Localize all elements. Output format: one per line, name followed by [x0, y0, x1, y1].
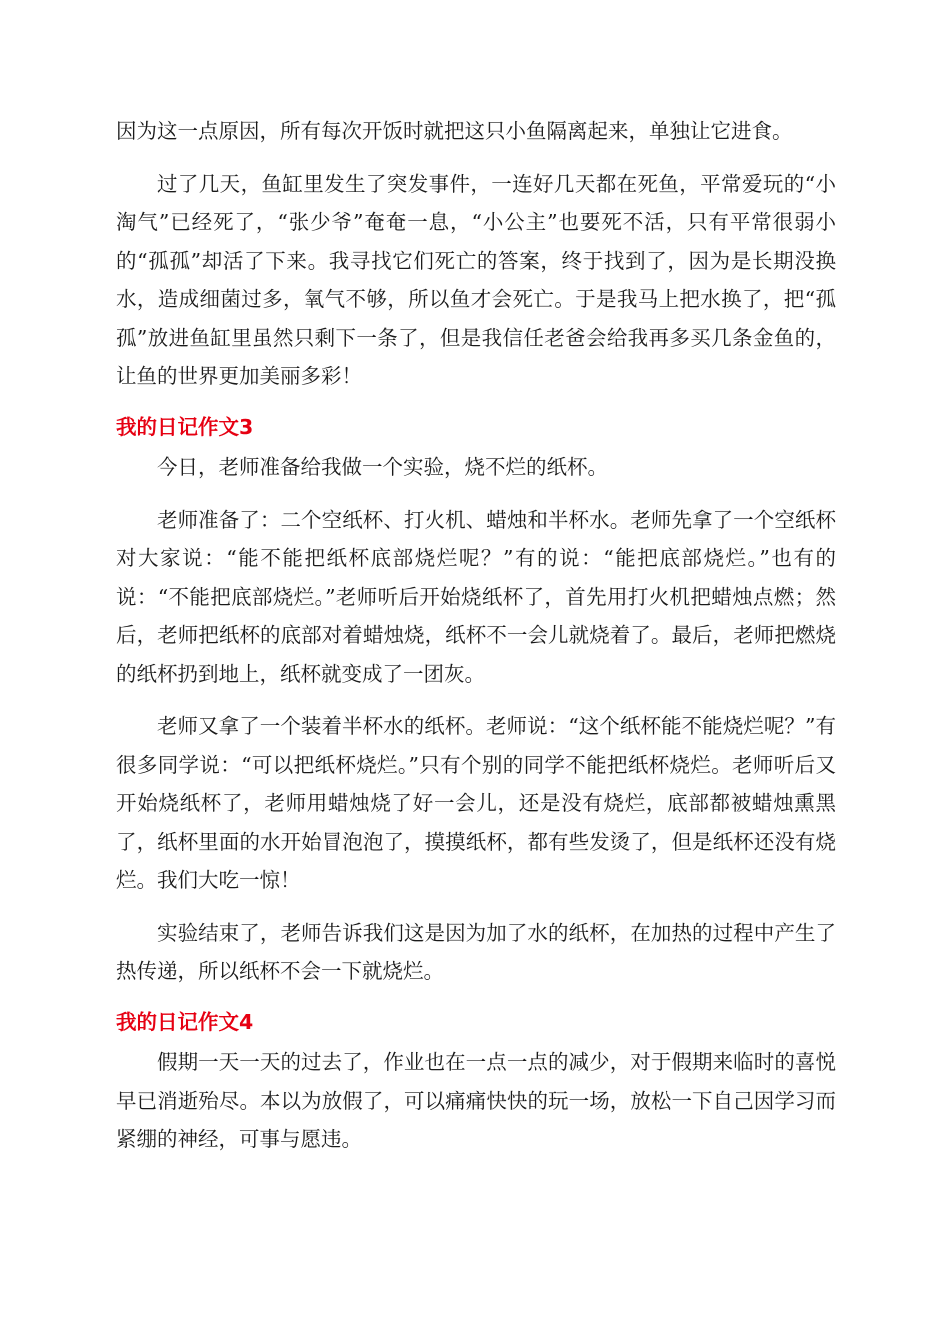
section-heading-4: 我的日记作文4 [116, 1009, 254, 1034]
paragraph: 老师又拿了一个装着半杯水的纸杯。老师说：“这个纸杯能不能烧烂呢？”有很多同学说：“可以把纸杯烧烂。”只有个别的同学不能把纸杯烧烂。老师听后又开始烧纸杯了，老师用蜡烛烧了好一会儿，还是没有烧烂，底部都被蜡烛熏黑了，纸杯里面的水开始冒泡泡了，摸摸纸杯，都有些发烫了，但是纸杯还没有烧烂。我们大吃一惊！ [116, 714, 836, 892]
paragraph: 实验结束了，老师告诉我们这是因为加了水的纸杯，在加热的过程中产生了热传递，所以纸杯不会一下就烧烂。 [116, 920, 836, 983]
paragraph: 老师准备了：二个空纸杯、打火机、蜡烛和半杯水。老师先拿了一个空纸杯对大家说：“能不能把纸杯底部烧烂呢？”有的说：“能把底部烧烂。”也有的说：“不能把底部烧烂。”老师听后开始烧纸杯了，首先用打火机把蜡烛点燃；然后，老师把纸杯的底部对着蜡烛烧，纸杯不一会儿就烧着了。最后，老师把燃烧的纸杯扔到地上，纸杯就变成了一团灰。 [116, 507, 836, 686]
paragraph: 今日，老师准备给我做一个实验，烧不烂的纸杯。 [157, 455, 608, 479]
section-heading-3: 我的日记作文3 [116, 414, 254, 439]
document-page [116, 112, 836, 1159]
paragraph: 假期一天一天的过去了，作业也在一点一点的减少，对于假期来临时的喜悦早已消逝殆尽。本以为放假了，可以痛痛快快的玩一场，放松一下自己因学习而紧绷的神经，可事与愿违。 [116, 1050, 836, 1151]
paragraph: 过了几天，鱼缸里发生了突发事件，一连好几天都在死鱼，平常爱玩的“小淘气”已经死了，“张少爷”奄奄一息，“小公主”也要死不活，只有平常很弱小的“孤孤”却活了下来。我寻找它们死亡的答案，终于找到了，因为是长期没换水，造成细菌过多，氧气不够，所以鱼才会死亡。于是我马上把水换了，把“孤孤”放进鱼缸里虽然只剩下一条了，但是我信任老爸会给我再多买几条金鱼的，让鱼的世界更加美丽多彩！ [116, 171, 836, 388]
paragraph-continued: 因为这一点原因，所有每次开饭时就把这只小鱼隔离起来，单独让它进食。 [116, 119, 793, 143]
